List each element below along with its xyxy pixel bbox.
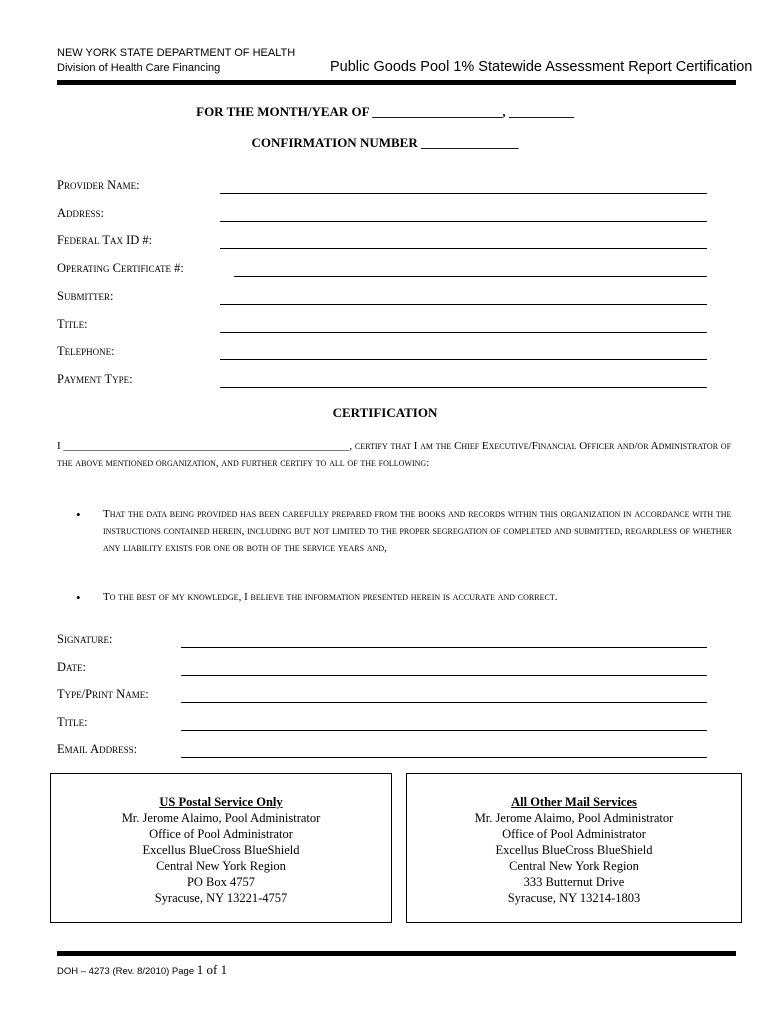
postal-address-line: Office of Pool Administrator (149, 827, 293, 841)
email-address-label: Email Address: (57, 742, 138, 756)
submitter-field[interactable] (220, 304, 707, 305)
confirmation-number-line: CONFIRMATION NUMBER _______________ (251, 135, 519, 150)
other-address-line: Syracuse, NY 13214-1803 (507, 891, 641, 905)
print-name-field[interactable] (181, 702, 707, 703)
certification-statement: I ____________________________________________________, certify that I am the Chief Executive/Financial Officer and/or Administrator of the above mentioned organization, and further certify to all of the following: (57, 440, 732, 469)
postal-mail-box (50, 773, 392, 923)
postal-address-line: Syracuse, NY 13221-4757 (154, 891, 288, 905)
email-address-field[interactable] (181, 757, 707, 758)
title-label: Title: (57, 317, 88, 331)
other-address-line: Mr. Jerome Alaimo, Pool Administrator (474, 811, 674, 825)
address-field[interactable] (220, 221, 707, 222)
page-footer (57, 962, 227, 978)
postal-address-line: Excellus BlueCross BlueShield (142, 843, 300, 857)
signature-label: Signature: (57, 632, 113, 646)
signer-title-label: Title: (57, 715, 88, 729)
bullet-text: That the data being provided has been carefully prepared from the books and records within this organization in accordance with the instructions contained herein, including but not limited to the proper segregation of completed and submitted, regardless of whether any liability exists for one or both of the service years and, (103, 508, 732, 554)
operating-certificate-field[interactable] (234, 276, 707, 277)
operating-certificate-label: Operating Certificate #: (57, 261, 184, 275)
date-label: Date: (57, 660, 86, 674)
signer-title-field[interactable] (181, 730, 707, 731)
other-address-line: Office of Pool Administrator (502, 827, 646, 841)
bullet-text: To the best of my knowledge, I believe the information presented herein is accurate and correct. (103, 591, 558, 603)
postal-address-line: Mr. Jerome Alaimo, Pool Administrator (121, 811, 321, 825)
provider-name-field[interactable] (220, 193, 707, 194)
bullet-icon: • (76, 590, 81, 605)
payment-type-label: Payment Type: (57, 372, 133, 386)
other-mail-heading: All Other Mail Services (511, 795, 637, 809)
date-field[interactable] (181, 675, 707, 676)
other-mail-box (406, 773, 742, 923)
form-title: Public Goods Pool 1% Statewide Assessment Report Certification (330, 59, 753, 75)
telephone-label: Telephone: (57, 344, 115, 358)
agency-header (57, 46, 295, 76)
form-id: DOH – 4273 (Rev. 8/2010) Page (57, 966, 197, 977)
federal-tax-id-field[interactable] (220, 248, 707, 249)
other-address-line: Central New York Region (509, 859, 639, 873)
postal-address-line: PO Box 4757 (186, 875, 256, 889)
print-name-label: Type/Print Name: (57, 687, 149, 701)
certification-title: CERTIFICATION (332, 405, 438, 420)
provider-name-label: Provider Name: (57, 178, 140, 192)
footer-rule (57, 951, 736, 956)
other-address-line: 333 Butternut Drive (523, 875, 625, 889)
federal-tax-id-label: Federal Tax ID #: (57, 233, 153, 247)
bullet-icon: • (76, 507, 81, 522)
other-address-line: Excellus BlueCross BlueShield (495, 843, 653, 857)
month-year-line: FOR THE MONTH/YEAR OF ____________________, __________ (196, 104, 574, 119)
submitter-label: Submitter: (57, 289, 114, 303)
signature-field[interactable] (181, 647, 707, 648)
postal-address-line: Central New York Region (156, 859, 286, 873)
postal-mail-heading: US Postal Service Only (159, 795, 283, 809)
header-rule (57, 80, 736, 85)
agency-name: NEW YORK STATE DEPARTMENT OF HEALTH (57, 47, 296, 59)
title-field[interactable] (220, 332, 707, 333)
address-label: Address: (57, 206, 105, 220)
division-name: Division of Health Care Financing (57, 62, 221, 74)
payment-type-field[interactable] (220, 387, 707, 388)
telephone-field[interactable] (220, 359, 707, 360)
page-number: 1 of 1 (196, 962, 228, 977)
